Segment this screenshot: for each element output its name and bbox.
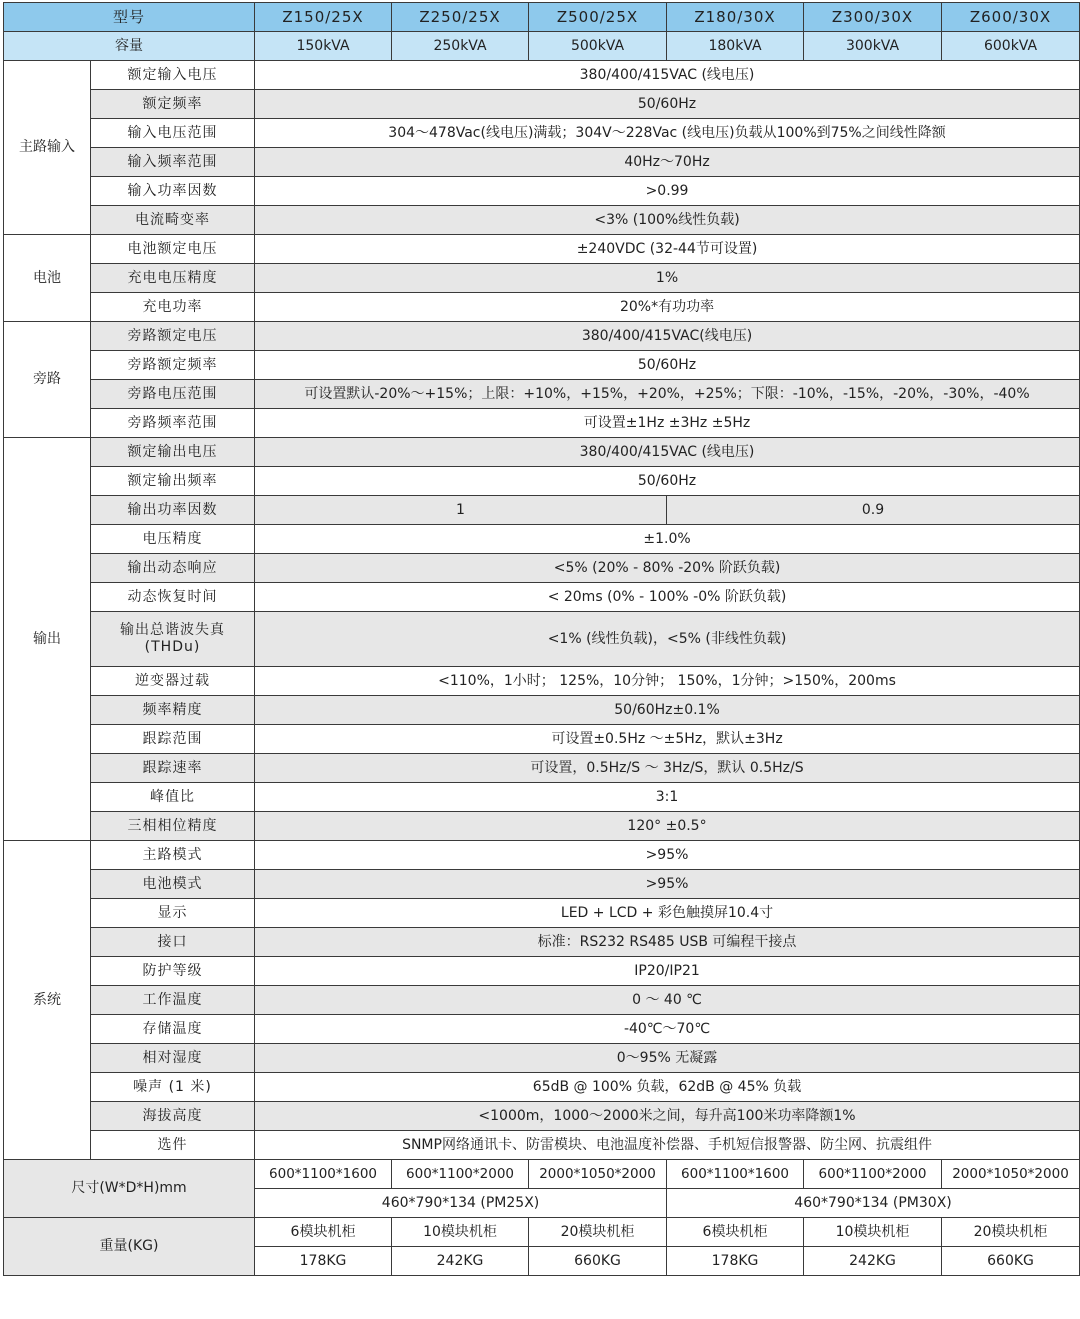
- param-value-30x: 0.9: [667, 496, 1080, 525]
- param-value: 20%*有功功率: [255, 293, 1080, 322]
- param-label: 海拔高度: [91, 1102, 255, 1131]
- weight-value: 242KG: [392, 1247, 529, 1276]
- cabinet-type: 6模块机柜: [667, 1218, 804, 1247]
- group-label-bypass: 旁路: [4, 322, 91, 438]
- param-label: 三相相位精度: [91, 812, 255, 841]
- spec-row: [4, 119, 1080, 148]
- param-label: 主路模式: [91, 841, 255, 870]
- dimension-row: [4, 1160, 1080, 1189]
- param-label: 相对湿度: [91, 1044, 255, 1073]
- spec-row: [4, 61, 1080, 90]
- spec-row: [4, 235, 1080, 264]
- spec-row: [4, 612, 1080, 667]
- spec-row: [4, 583, 1080, 612]
- spec-row: [4, 409, 1080, 438]
- param-label: 额定输入电压: [91, 61, 255, 90]
- spec-row: [4, 554, 1080, 583]
- param-value: 50/60Hz: [255, 90, 1080, 119]
- param-value: 50/60Hz±0.1%: [255, 696, 1080, 725]
- group-label-system: 系统: [4, 841, 91, 1160]
- param-label: 充电功率: [91, 293, 255, 322]
- param-value: < 20ms (0% - 100% -0% 阶跃负载): [255, 583, 1080, 612]
- weight-value: 242KG: [804, 1247, 942, 1276]
- param-label: 输入电压范围: [91, 119, 255, 148]
- weight-value: 178KG: [667, 1247, 804, 1276]
- spec-row: [4, 1073, 1080, 1102]
- spec-row: [4, 957, 1080, 986]
- param-label: 跟踪速率: [91, 754, 255, 783]
- param-label: 输出动态响应: [91, 554, 255, 583]
- capacity-value: 600kVA: [942, 32, 1080, 61]
- group-label-battery: 电池: [4, 235, 91, 322]
- weight-value: 178KG: [255, 1247, 392, 1276]
- param-value: <1% (线性负载)，<5% (非线性负载): [255, 612, 1080, 667]
- spec-row: [4, 148, 1080, 177]
- param-value: 可设置默认-20%～+15%；上限：+10%，+15%，+20%，+25%；下限：-10%，-15%，-20%，-30%，-40%: [255, 380, 1080, 409]
- param-label: 动态恢复时间: [91, 583, 255, 612]
- param-value: SNMP网络通讯卡、防雷模块、电池温度补偿器、手机短信报警器、防尘网、抗震组件: [255, 1131, 1080, 1160]
- param-value: 40Hz～70Hz: [255, 148, 1080, 177]
- param-value: 380/400/415VAC (线电压): [255, 438, 1080, 467]
- param-value: >95%: [255, 841, 1080, 870]
- cabinet-dimension: 600*1100*2000: [392, 1160, 529, 1189]
- param-value: 可设置±0.5Hz ～±5Hz，默认±3Hz: [255, 725, 1080, 754]
- spec-row: [4, 1044, 1080, 1073]
- param-label: 充电电压精度: [91, 264, 255, 293]
- param-value: 1%: [255, 264, 1080, 293]
- spec-row: [4, 177, 1080, 206]
- capacity-value: 300kVA: [804, 32, 942, 61]
- param-label: 旁路额定电压: [91, 322, 255, 351]
- param-label: 工作温度: [91, 986, 255, 1015]
- model-name: Z180/30X: [667, 3, 804, 32]
- spec-row: [4, 1131, 1080, 1160]
- model-name: Z250/25X: [392, 3, 529, 32]
- model-name: Z300/30X: [804, 3, 942, 32]
- param-label: 额定输出电压: [91, 438, 255, 467]
- module-dimension-30x: 460*790*134 (PM30X): [667, 1189, 1080, 1218]
- param-label: 频率精度: [91, 696, 255, 725]
- weight-type-row: [4, 1218, 1080, 1247]
- param-label: 电压精度: [91, 525, 255, 554]
- spec-row: [4, 870, 1080, 899]
- param-value: >0.99: [255, 177, 1080, 206]
- param-value: 120° ±0.5°: [255, 812, 1080, 841]
- cabinet-dimension: 600*1100*1600: [667, 1160, 804, 1189]
- dimension-label: 尺寸(W*D*H)mm: [4, 1160, 255, 1218]
- spec-row: [4, 812, 1080, 841]
- param-label: 跟踪范围: [91, 725, 255, 754]
- param-value: ±1.0%: [255, 525, 1080, 554]
- capacity-value: 250kVA: [392, 32, 529, 61]
- param-value: -40℃～70℃: [255, 1015, 1080, 1044]
- spec-row: [4, 1015, 1080, 1044]
- param-value: LED + LCD + 彩色触摸屏10.4寸: [255, 899, 1080, 928]
- param-value: <5% (20% - 80% -20% 阶跃负载): [255, 554, 1080, 583]
- param-label: 选件: [91, 1131, 255, 1160]
- spec-row: [4, 293, 1080, 322]
- param-value: 380/400/415VAC (线电压): [255, 61, 1080, 90]
- spec-row: [4, 264, 1080, 293]
- spec-row: [4, 467, 1080, 496]
- spec-row: [4, 1102, 1080, 1131]
- param-value: 3:1: [255, 783, 1080, 812]
- spec-row: [4, 986, 1080, 1015]
- param-label: 输入频率范围: [91, 148, 255, 177]
- capacity-value: 180kVA: [667, 32, 804, 61]
- cabinet-dimension: 600*1100*2000: [804, 1160, 942, 1189]
- param-value-25x: 1: [255, 496, 667, 525]
- param-label: 接口: [91, 928, 255, 957]
- spec-row-power-factor: [4, 496, 1080, 525]
- param-label: 额定频率: [91, 90, 255, 119]
- param-label: 峰值比: [91, 783, 255, 812]
- model-name: Z500/25X: [529, 3, 667, 32]
- cabinet-dimension: 600*1100*1600: [255, 1160, 392, 1189]
- param-value: 65dB @ 100% 负载，62dB @ 45% 负载: [255, 1073, 1080, 1102]
- param-value: 304～478Vac(线电压)满载；304V～228Vac (线电压)负载从100%到75%之间线性降额: [255, 119, 1080, 148]
- ups-spec-table: [3, 2, 1080, 1276]
- spec-row: [4, 899, 1080, 928]
- spec-row: [4, 667, 1080, 696]
- param-value: <110%，1小时； 125%，10分钟； 150%，1分钟；>150%，200ms: [255, 667, 1080, 696]
- spec-row: [4, 928, 1080, 957]
- cabinet-type: 20模块机柜: [942, 1218, 1080, 1247]
- param-label: 电池额定电压: [91, 235, 255, 264]
- model-name: Z150/25X: [255, 3, 392, 32]
- spec-row: [4, 351, 1080, 380]
- capacity-label: 容量: [4, 32, 255, 61]
- spec-row: [4, 783, 1080, 812]
- param-value: 可设置，0.5Hz/S ～ 3Hz/S，默认 0.5Hz/S: [255, 754, 1080, 783]
- param-label: 旁路电压范围: [91, 380, 255, 409]
- cabinet-type: 10模块机柜: [392, 1218, 529, 1247]
- param-value: <3% (100%线性负载): [255, 206, 1080, 235]
- param-label: 旁路频率范围: [91, 409, 255, 438]
- module-dimension-25x: 460*790*134 (PM25X): [255, 1189, 667, 1218]
- cabinet-dimension: 2000*1050*2000: [942, 1160, 1080, 1189]
- model-label: 型号: [4, 3, 255, 32]
- cabinet-dimension: 2000*1050*2000: [529, 1160, 667, 1189]
- param-value: 380/400/415VAC(线电压): [255, 322, 1080, 351]
- model-header-row: [4, 3, 1080, 32]
- group-label-main-input: 主路输入: [4, 61, 91, 235]
- spec-row: [4, 754, 1080, 783]
- param-value: >95%: [255, 870, 1080, 899]
- param-label: 额定输出频率: [91, 467, 255, 496]
- spec-table-body: [4, 3, 1080, 1276]
- model-name: Z600/30X: [942, 3, 1080, 32]
- param-label: 旁路额定频率: [91, 351, 255, 380]
- param-label: 电流畸变率: [91, 206, 255, 235]
- param-label: 防护等级: [91, 957, 255, 986]
- param-value: ±240VDC (32-44节可设置): [255, 235, 1080, 264]
- param-value: 可设置±1Hz ±3Hz ±5Hz: [255, 409, 1080, 438]
- weight-value: 660KG: [942, 1247, 1080, 1276]
- param-label: 输出功率因数: [91, 496, 255, 525]
- cabinet-type: 20模块机柜: [529, 1218, 667, 1247]
- param-label: 电池模式: [91, 870, 255, 899]
- weight-value: 660KG: [529, 1247, 667, 1276]
- param-value: <1000m，1000～2000米之间，每升高100米功率降额1%: [255, 1102, 1080, 1131]
- param-label: 存储温度: [91, 1015, 255, 1044]
- param-value: 0～95% 无凝露: [255, 1044, 1080, 1073]
- cabinet-type: 10模块机柜: [804, 1218, 942, 1247]
- param-label: 噪声 (1 米): [91, 1073, 255, 1102]
- group-label-output: 输出: [4, 438, 91, 841]
- capacity-value: 150kVA: [255, 32, 392, 61]
- param-value: 0 ～ 40 ℃: [255, 986, 1080, 1015]
- weight-label: 重量(KG): [4, 1218, 255, 1276]
- cabinet-type: 6模块机柜: [255, 1218, 392, 1247]
- param-value: 标准：RS232 RS485 USB 可编程干接点: [255, 928, 1080, 957]
- param-value: 50/60Hz: [255, 467, 1080, 496]
- param-label: 输出总谐波失真 (THDu): [91, 612, 255, 667]
- spec-row: [4, 90, 1080, 119]
- spec-row: [4, 841, 1080, 870]
- spec-row: [4, 380, 1080, 409]
- spec-row: [4, 696, 1080, 725]
- spec-row: [4, 525, 1080, 554]
- param-label: 显示: [91, 899, 255, 928]
- param-label: 逆变器过载: [91, 667, 255, 696]
- spec-row: [4, 725, 1080, 754]
- spec-row: [4, 438, 1080, 467]
- capacity-row: [4, 32, 1080, 61]
- param-label: 输入功率因数: [91, 177, 255, 206]
- spec-row: [4, 322, 1080, 351]
- spec-row: [4, 206, 1080, 235]
- param-value: IP20/IP21: [255, 957, 1080, 986]
- param-value: 50/60Hz: [255, 351, 1080, 380]
- capacity-value: 500kVA: [529, 32, 667, 61]
